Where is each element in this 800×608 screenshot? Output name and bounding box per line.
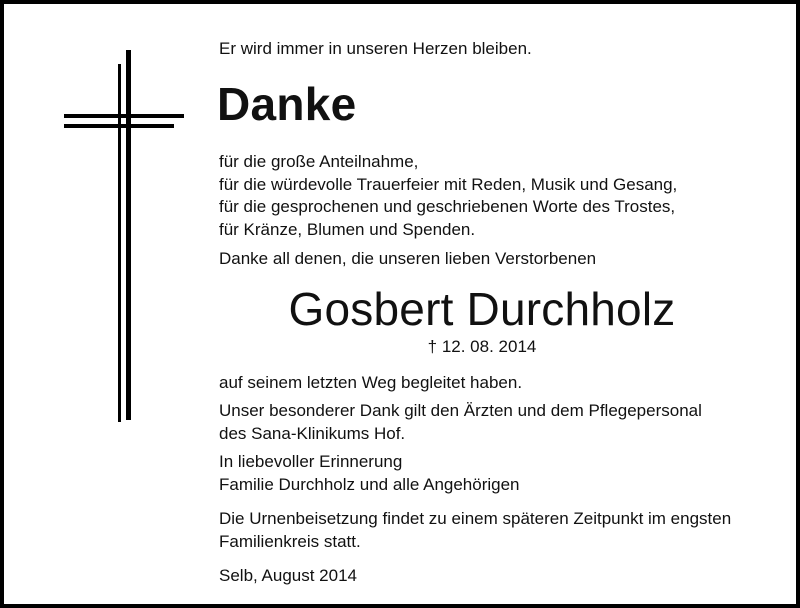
death-date: † 12. 08. 2014 bbox=[427, 337, 537, 356]
opening-line: Er wird immer in unseren Herzen bleiben. bbox=[219, 39, 532, 58]
last-way-line: auf seinem letzten Weg begleitet haben. bbox=[219, 373, 523, 392]
thanks-line: für die würdevolle Trauerfeier mit Reden, Musik und Gesang, bbox=[219, 174, 678, 194]
deceased-name: Gosbert Durchholz bbox=[288, 283, 676, 335]
burial-note-line: Die Urnenbeisetzung findet zu einem späteren Zeitpunkt im engsten bbox=[219, 509, 732, 528]
place-date: Selb, August 2014 bbox=[219, 566, 358, 585]
signature-block bbox=[219, 451, 520, 496]
signature-line: Familie Durchholz und alle Angehörigen bbox=[219, 474, 520, 494]
thanks-line: für die gesprochenen und geschriebenen Worte des Trostes, bbox=[219, 197, 676, 216]
heading-danke: Danke bbox=[217, 78, 357, 130]
special-thanks bbox=[219, 400, 702, 445]
thanks-list bbox=[219, 151, 677, 241]
thanks-line: für Kränze, Blumen und Spenden. bbox=[219, 219, 476, 239]
thanks-all-line: Danke all denen, die unseren lieben Verstorbenen bbox=[219, 249, 597, 268]
burial-note-line: Familienkreis statt. bbox=[219, 531, 361, 551]
signature-line: In liebevoller Erinnerung bbox=[219, 452, 403, 471]
thanks-line: für die große Anteilnahme, bbox=[219, 152, 419, 171]
special-thanks-line: des Sana-Klinikums Hof. bbox=[219, 423, 406, 443]
special-thanks-line: Unser besonderer Dank gilt den Ärzten und dem Pflegepersonal bbox=[219, 401, 702, 420]
cross-icon bbox=[4, 4, 204, 434]
burial-note bbox=[219, 508, 731, 553]
